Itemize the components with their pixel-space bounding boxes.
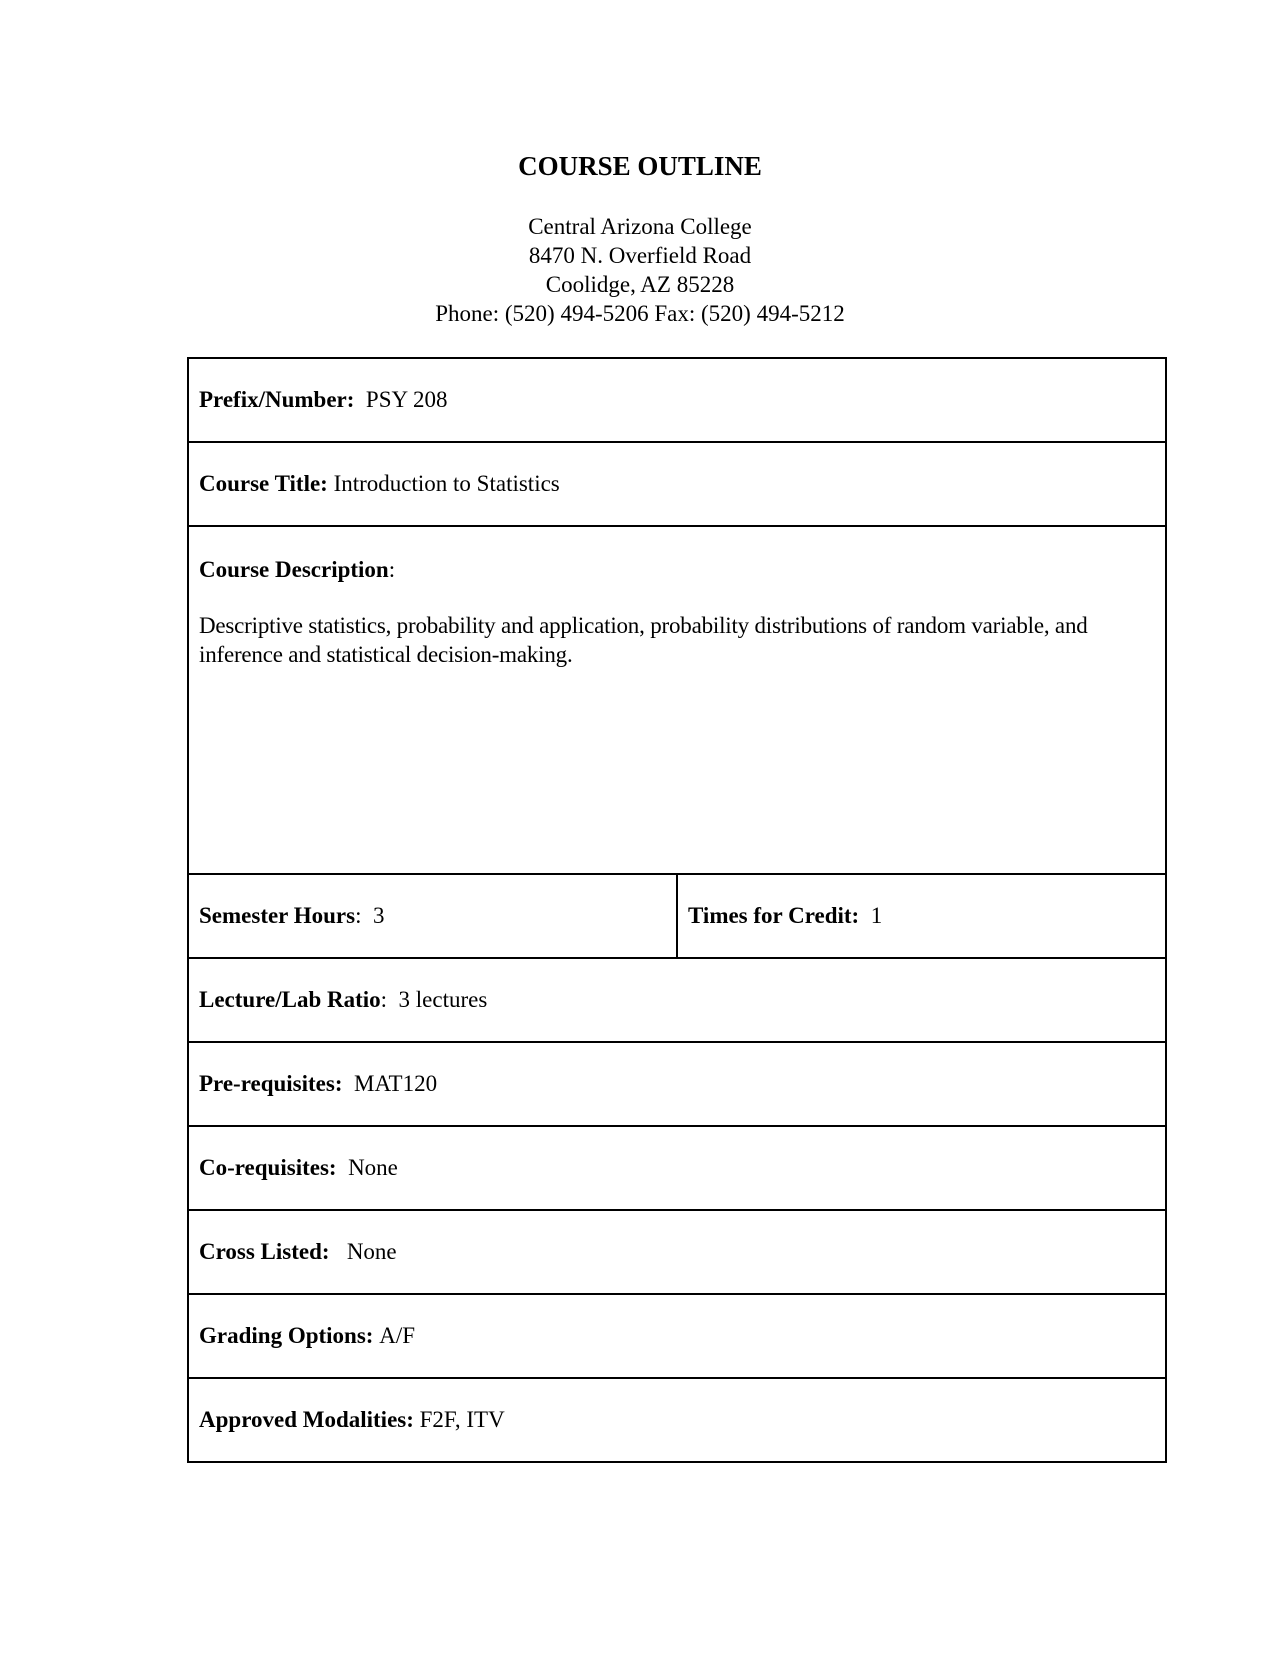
lecture-lab-ratio-row — [188, 958, 1166, 1042]
course-description-colon: : — [388, 557, 396, 582]
approved-modalities-row — [188, 1378, 1166, 1462]
times-for-credit-label: Times for Credit: — [688, 903, 860, 928]
times-for-credit-cell — [677, 874, 1166, 958]
cross-listed-cell — [188, 1210, 1166, 1294]
course-description-heading — [199, 557, 1155, 583]
city-state-zip: Coolidge, AZ 85228 — [545, 272, 735, 297]
prefix-number-cell — [188, 358, 1166, 442]
corequisites-row — [188, 1126, 1166, 1210]
course-title-row — [188, 442, 1166, 526]
prerequisites-cell — [188, 1042, 1166, 1126]
semester-hours-colon: : — [355, 903, 362, 928]
approved-modalities-cell — [188, 1378, 1166, 1462]
grading-options-row — [188, 1294, 1166, 1378]
course-outline-table — [187, 357, 1167, 1463]
approved-modalities-label: Approved Modalities: — [199, 1407, 414, 1432]
cross-listed-row — [188, 1210, 1166, 1294]
semester-hours-cell — [188, 874, 677, 958]
corequisites-cell — [188, 1126, 1166, 1210]
lecture-lab-ratio-cell — [188, 958, 1166, 1042]
college-address — [0, 212, 1280, 328]
corequisites-value: None — [348, 1155, 398, 1180]
grading-options-cell — [188, 1294, 1166, 1378]
grading-options-value: A/F — [379, 1323, 416, 1348]
prefix-number-label: Prefix/Number: — [199, 387, 355, 412]
hours-credit-row — [188, 874, 1166, 958]
lecture-lab-ratio-value: 3 lectures — [398, 987, 488, 1012]
prefix-number-value: PSY 208 — [365, 387, 448, 412]
corequisites-label: Co-requisites: — [199, 1155, 337, 1180]
lecture-lab-ratio-label: Lecture/Lab Ratio — [199, 987, 381, 1012]
course-title-label: Course Title: — [199, 471, 328, 496]
prerequisites-row — [188, 1042, 1166, 1126]
course-title-value: Introduction to Statistics — [333, 471, 560, 496]
lecture-lab-ratio-colon: : — [380, 987, 388, 1012]
cross-listed-value: None — [346, 1239, 397, 1264]
cross-listed-label: Cross Listed: — [199, 1239, 330, 1264]
prerequisites-value: MAT120 — [354, 1071, 438, 1096]
institution-name: Central Arizona College — [528, 214, 752, 239]
course-description-row — [188, 526, 1166, 874]
street-address: 8470 N. Overfield Road — [528, 243, 752, 268]
phone-fax: Phone: (520) 494-5206 Fax: (520) 494-5212 — [435, 301, 845, 326]
course-description-label: Course Description — [199, 557, 389, 582]
prefix-number-row — [188, 358, 1166, 442]
course-title-cell — [188, 442, 1166, 526]
semester-hours-value: 3 — [372, 903, 385, 928]
times-for-credit-value: 1 — [870, 903, 883, 928]
course-description-cell — [188, 526, 1166, 874]
grading-options-label: Grading Options: — [199, 1323, 374, 1348]
course-description-text: Descriptive statistics, probability and application, probability distributions of random variable, and inference and statistical decision-making. — [199, 613, 1088, 667]
semester-hours-label: Semester Hours — [199, 903, 356, 928]
page-title: COURSE OUTLINE — [518, 151, 762, 181]
approved-modalities-value: F2F, ITV — [419, 1407, 505, 1432]
prerequisites-label: Pre-requisites: — [199, 1071, 343, 1096]
